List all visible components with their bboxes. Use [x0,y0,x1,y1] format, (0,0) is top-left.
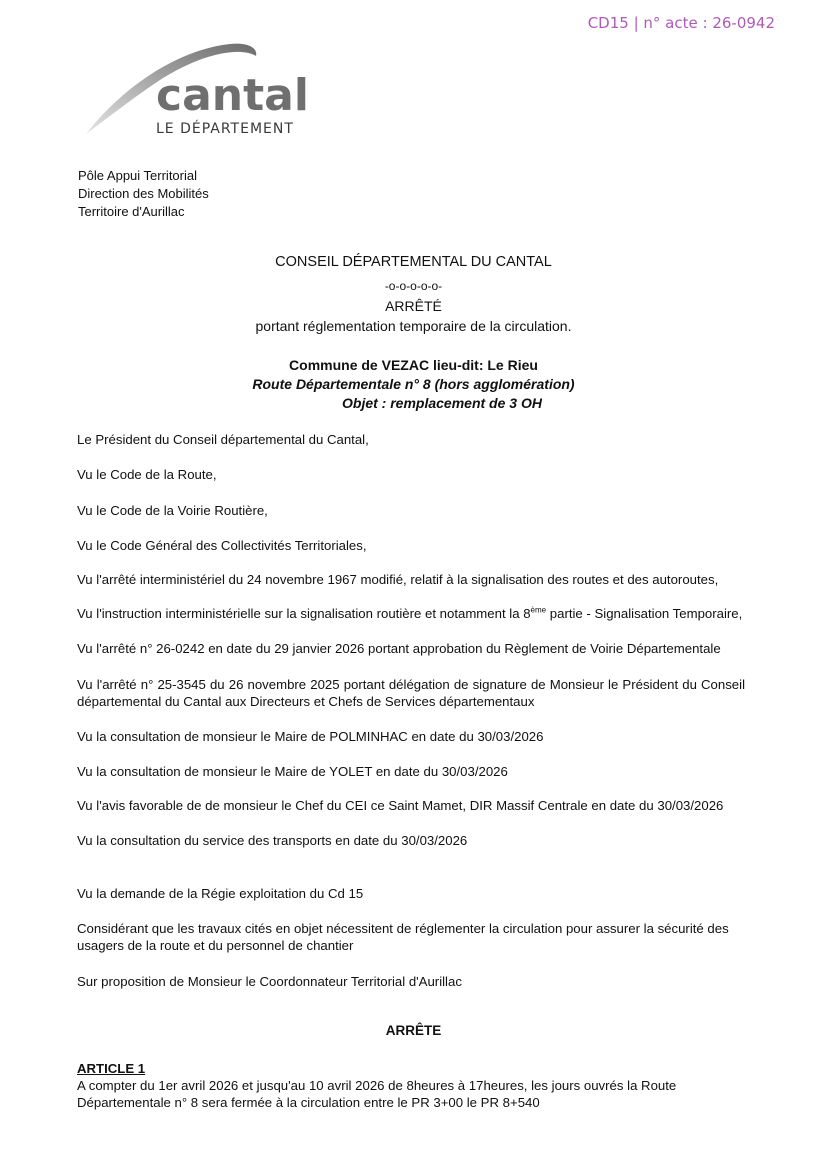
article-1-text: A compter du 1er avril 2026 et jusqu'au 10 avril 2026 de 8heures à 17heures, les jours ouvrés la Route Départementale n° 8 sera fermée à la circulation entre le PR 3+00 le PR 8+540 [77,1078,677,1110]
service-line: Territoire d'Aurillac [78,204,185,219]
council-title: CONSEIL DÉPARTEMENTAL DU CANTAL [275,254,552,270]
logo-wordmark: cantal [156,70,309,121]
objet-line: Objet : remplacement de 3 OH [342,395,542,411]
president-line: Le Président du Conseil départemental du Cantal, [77,432,369,447]
cantal-logo [80,40,320,140]
proposition-line: Sur proposition de Monsieur le Coordonnateur Territorial d'Aurillac [77,974,462,989]
visa-line: Vu l'arrêté interministériel du 24 novembre 1967 modifié, relatif à la signalisation des routes et des autoroutes, [77,572,719,587]
visa-line [77,605,745,622]
service-line: Pôle Appui Territorial [78,168,197,183]
visa-line: Vu le Code Général des Collectivités Territoriales, [77,538,367,553]
visa-line: Vu le Code de la Route, [77,467,217,482]
considerant-paragraph: Considérant que les travaux cités en objet nécessitent de réglementer la circulation pour assurer la sécurité des usagers de la route et du personnel de chantier [77,921,729,953]
logo-subtitle: LE DÉPARTEMENT [156,121,294,137]
visa-line: Vu la demande de la Régie exploitation du Cd 15 [77,886,364,901]
visa-line: Vu l'arrêté n° 26-0242 en date du 29 janvier 2026 portant approbation du Règlement de Voirie Départementale [77,641,721,656]
visa-text: Vu l'instruction interministérielle sur la signalisation routière et notamment la 8 [77,606,531,621]
visa-line: Vu la consultation de monsieur le Maire de YOLET en date du 30/03/2026 [77,764,508,779]
visa-superscript: ème [530,605,547,615]
visa-line: Vu la consultation du service des transports en date du 30/03/2026 [77,833,468,848]
visa-line: Vu le Code de la Voirie Routière, [77,503,268,518]
visa-line: Vu l'avis favorable de de monsieur le Chef du CEI ce Saint Mamet, DIR Massif Centrale en date du 30/03/2026 [77,798,724,813]
visa-text: partie - Signalisation Temporaire, [546,606,743,621]
visa-line: Vu l'arrêté n° 25-3545 du 26 novembre 2025 portant délégation de signature de Monsieur le Président du Conseil départemental du Cantal aux Directeurs et Chefs de Services départementaux [77,677,745,709]
act-number-stamp: CD15 | n° acte : 26-0942 [587,14,775,32]
arrete-subject: portant réglementation temporaire de la circulation. [255,318,572,334]
service-line: Direction des Mobilités [78,186,209,201]
title-separator: -o-o-o-o-o- [384,279,443,293]
commune-line: Commune de VEZAC lieu-dit: Le Rieu [289,357,538,373]
issuing-service [78,167,209,221]
arrete-decision-title: ARRÊTE [385,1023,442,1038]
visa-line: Vu la consultation de monsieur le Maire de POLMINHAC en date du 30/03/2026 [77,729,544,744]
route-line: Route Départementale n° 8 (hors agglomération) [252,376,575,392]
arrete-title: ARRÊTÉ [385,298,442,314]
article-1-title: ARTICLE 1 [77,1061,146,1076]
